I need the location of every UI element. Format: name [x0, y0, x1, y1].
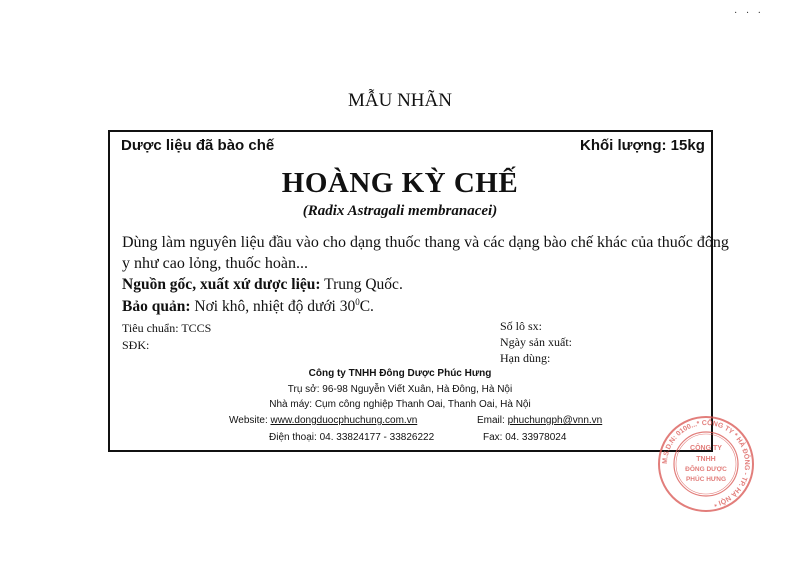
- storage-unit: C.: [359, 298, 374, 316]
- svg-text:ĐÔNG DƯỢC: ĐÔNG DƯỢC: [685, 466, 727, 473]
- manufacture-date: Ngày sản xuất:: [500, 335, 572, 349]
- factory-address: Nhà máy: Cụm công nghiệp Thanh Oai, Thanh Oai, Hà Nội: [269, 399, 531, 410]
- phone-line: Điện thoại: 04. 33824177 - 33826222: [269, 432, 435, 443]
- origin-value: Trung Quốc.: [320, 276, 403, 293]
- company-name: Công ty TNHH Đông Dược Phúc Hưng: [308, 368, 492, 379]
- scan-marks: · · ·: [734, 8, 764, 19]
- company-seal-icon: [656, 414, 756, 514]
- storage-label: Bảo quản:: [122, 298, 191, 316]
- fax-line: Fax: 04. 33978024: [483, 432, 567, 443]
- origin-line: [122, 276, 403, 294]
- product-name: HOÀNG KỲ CHẾ: [281, 167, 519, 199]
- svg-text:M.S.D.N: 0100...* CÔNG TY * HÀ: M.S.D.N: 0100...* CÔNG TY * HÀ ĐÔNG - TP. HÀ NỘI *: [661, 419, 751, 508]
- origin-label: Nguồn gốc, xuất xứ dược liệu:: [122, 276, 321, 293]
- usage-line-2: y như cao lỏng, thuốc hoàn...: [122, 255, 308, 272]
- usage-line-1: Dùng làm nguyên liệu đầu vào cho dạng thuốc thang và các dạng bào chế khác của thuốc đông: [122, 234, 729, 251]
- head-office: Trụ sở: 96-98 Nguyễn Viết Xuân, Hà Đông, Hà Nội: [287, 384, 513, 395]
- website-link[interactable]: www.dongduocphuchung.com.vn: [270, 415, 418, 426]
- email-line: [477, 415, 602, 426]
- category-label: Dược liệu đã bào chế: [121, 137, 275, 154]
- website-line: [229, 415, 417, 426]
- storage-value: Nơi khô, nhiệt độ dưới 30: [190, 298, 356, 316]
- expiry-date: Hạn dùng:: [500, 351, 551, 365]
- email-label: Email:: [477, 415, 508, 426]
- svg-text:CÔNG TY: CÔNG TY: [690, 445, 722, 452]
- weight-label: Khối lượng: 15kg: [580, 137, 705, 154]
- batch-number: Số lô sx:: [500, 319, 543, 333]
- standard-text: Tiêu chuẩn: TCCS: [122, 321, 212, 335]
- storage-degree: 0: [355, 297, 360, 307]
- website-label: Website:: [229, 415, 271, 426]
- svg-text:PHÚC HƯNG: PHÚC HƯNG: [685, 476, 727, 483]
- page-title: MẪU NHÃN: [348, 90, 452, 111]
- email-link[interactable]: phuchungph@vnn.vn: [507, 415, 603, 426]
- registration-text: SĐK:: [122, 338, 150, 352]
- storage-line: [122, 297, 374, 316]
- svg-text:TNHH: TNHH: [696, 456, 716, 463]
- latin-name: (Radix Astragali membranacei): [302, 203, 498, 219]
